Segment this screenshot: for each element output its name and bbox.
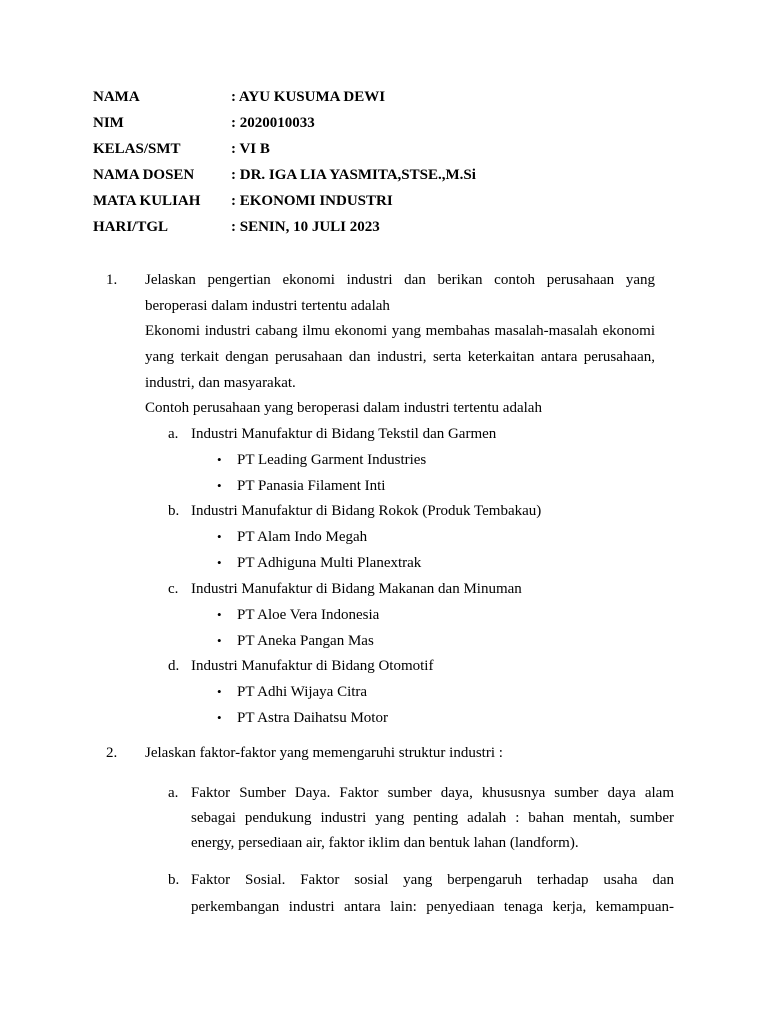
header-value: : DR. IGA LIA YASMITA,STSE.,M.Si: [231, 167, 476, 183]
bullet-icon: •: [217, 452, 222, 467]
question-text-line: Jelaskan pengertian ekonomi industri dan berikan contoh perusahaan yang: [145, 272, 655, 288]
factor-text-line: Faktor Sosial. Faktor sosial yang berpengaruh terhadap usaha dan: [191, 872, 674, 888]
company-item: PT Leading Garment Industries: [237, 452, 427, 468]
header-value: : EKONOMI INDUSTRI: [231, 193, 393, 209]
factor-text-line: sebagai pendukung industri yang penting adalah : bahan mentah, sumber: [191, 810, 674, 826]
header-label: NAMA DOSEN: [93, 167, 195, 183]
company-item: PT Panasia Filament Inti: [237, 478, 386, 494]
bullet-icon: •: [217, 555, 222, 570]
industry-group-title: Industri Manufaktur di Bidang Makanan dan Minuman: [191, 581, 522, 597]
header-value: : VI B: [231, 141, 270, 157]
factor-text-line: energy, persediaan air, faktor iklim dan bentuk lahan (landform).: [191, 835, 579, 851]
company-item: PT Adhiguna Multi Planextrak: [237, 555, 422, 571]
header-value: : SENIN, 10 JULI 2023: [231, 219, 380, 235]
company-item: PT Aneka Pangan Mas: [237, 633, 374, 649]
list-letter: a.: [168, 426, 179, 442]
bullet-icon: •: [217, 607, 222, 622]
list-letter: a.: [168, 785, 179, 801]
header-value: : AYU KUSUMA DEWI: [231, 89, 386, 105]
list-letter: b.: [168, 872, 180, 888]
header-label: NAMA: [93, 89, 140, 105]
header-label: NIM: [93, 115, 124, 131]
factor-text-line: Faktor Sumber Daya. Faktor sumber daya, khususnya sumber daya alam: [191, 785, 674, 801]
bullet-icon: •: [217, 684, 222, 699]
question-text-line: Jelaskan faktor-faktor yang memengaruhi struktur industri :: [145, 745, 503, 761]
company-item: PT Adhi Wijaya Citra: [237, 684, 368, 700]
industry-group-title: Industri Manufaktur di Bidang Rokok (Produk Tembakau): [191, 503, 542, 519]
list-letter: d.: [168, 658, 180, 674]
company-item: PT Alam Indo Megah: [237, 529, 368, 545]
header-value: : 2020010033: [231, 115, 315, 131]
company-item: PT Astra Daihatsu Motor: [237, 710, 388, 726]
header-label: KELAS/SMT: [93, 141, 181, 157]
bullet-icon: •: [217, 529, 222, 544]
question-number: 2.: [106, 745, 118, 761]
industry-group-title: Industri Manufaktur di Bidang Tekstil dan Garmen: [191, 426, 497, 442]
bullet-icon: •: [217, 710, 222, 725]
answer-text-line: Ekonomi industri cabang ilmu ekonomi yang membahas masalah-masalah ekonomi: [145, 323, 655, 339]
bullet-icon: •: [217, 633, 222, 648]
industry-group-title: Industri Manufaktur di Bidang Otomotif: [191, 658, 434, 674]
answer-text-line: industri, dan masyarakat.: [145, 375, 296, 391]
list-letter: c.: [168, 581, 179, 597]
list-letter: b.: [168, 503, 180, 519]
bullet-icon: •: [217, 478, 222, 493]
header-label: HARI/TGL: [93, 219, 169, 235]
examples-intro: Contoh perusahaan yang beroperasi dalam industri tertentu adalah: [145, 400, 542, 416]
company-item: PT Aloe Vera Indonesia: [237, 607, 380, 623]
question-text-line: beroperasi dalam industri tertentu adalah: [145, 298, 390, 314]
header-label: MATA KULIAH: [93, 193, 201, 209]
question-number: 1.: [106, 272, 118, 288]
factor-text-line: perkembangan industri antara lain: penyediaan tenaga kerja, kemampuan-: [191, 899, 674, 915]
answer-text-line: yang terkait dengan perusahaan dan industri, serta keterkaitan antara perusahaan,: [145, 349, 655, 365]
